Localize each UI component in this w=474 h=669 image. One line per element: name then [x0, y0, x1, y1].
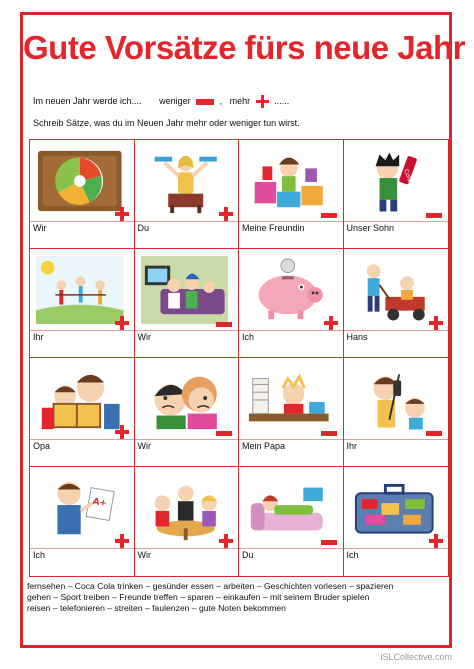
minus-icon	[321, 540, 337, 545]
cell-subject: Wir	[137, 550, 151, 560]
intro-line	[33, 95, 289, 108]
brothers-wagon-picture	[350, 255, 439, 325]
grid-cell	[344, 249, 449, 358]
svg-text:Cola: Cola	[401, 168, 412, 183]
cell-subject: Wir	[137, 332, 151, 342]
answer-line	[344, 221, 449, 222]
word-bank	[27, 581, 447, 614]
answer-line	[239, 548, 343, 549]
good-grades-picture	[36, 473, 124, 543]
plus-icon	[256, 95, 269, 108]
intro-separator: ,	[219, 95, 223, 106]
watermark: iSLCollective.com	[380, 652, 452, 662]
plus-icon	[115, 207, 129, 221]
intro-more-label: mehr	[229, 95, 251, 106]
family-watching-tv-picture	[141, 255, 229, 325]
minus-icon	[196, 99, 214, 105]
plus-icon	[219, 207, 233, 221]
intro-less-label: weniger	[159, 95, 191, 106]
cell-subject: Meine Freundin	[242, 223, 305, 233]
plus-icon	[115, 316, 129, 330]
cell-subject: Ihr	[33, 332, 44, 342]
minus-icon	[321, 431, 337, 436]
grid-cell	[344, 358, 449, 467]
cell-subject: Mein Papa	[242, 441, 286, 451]
instruction: Schreib Sätze, was du im Neuen Jahr mehr oder weniger tun wirst.	[33, 118, 300, 128]
answer-line	[135, 439, 239, 440]
cell-subject: Wir	[137, 441, 151, 451]
cell-subject: Hans	[346, 332, 368, 342]
answer-line	[30, 439, 134, 440]
cell-subject: Wir	[33, 223, 47, 233]
grid-cell	[135, 358, 240, 467]
answer-line	[30, 548, 134, 549]
answer-line	[30, 330, 134, 331]
minus-icon	[216, 322, 232, 327]
svg-text:A+: A+	[91, 496, 108, 510]
grid-cell	[344, 140, 449, 249]
intro-trail: ......	[274, 95, 290, 106]
answer-line	[239, 221, 343, 222]
picture-grid	[29, 139, 449, 577]
cell-subject: Opa	[33, 441, 51, 451]
answer-line	[135, 330, 239, 331]
grid-cell	[30, 358, 135, 467]
reading-stories-picture	[36, 364, 124, 434]
word-bank-line: gehen – Sport treiben – Freunde treffen – sparen – einkaufen – mit seinem Bruder spielen	[27, 592, 370, 602]
cell-subject: Ich	[242, 332, 255, 342]
grid-cell	[239, 467, 344, 576]
cell-subject: Ihr	[346, 441, 358, 451]
plus-icon	[115, 534, 129, 548]
shopping-gifts-picture	[245, 146, 333, 216]
worksheet	[20, 12, 466, 648]
worksheet-title: Gute Vorsätze fürs neue Jahr	[23, 29, 466, 66]
couple-arguing-picture	[141, 364, 229, 434]
grid-cell	[344, 467, 449, 576]
plus-icon	[429, 534, 443, 548]
dumbbell-workout-picture	[141, 146, 229, 216]
minus-icon	[321, 213, 337, 218]
healthy-food-plate-picture	[36, 146, 124, 216]
grid-cell	[30, 140, 135, 249]
telephoning-picture	[350, 364, 439, 434]
answer-line	[239, 330, 343, 331]
friends-meeting-picture	[141, 473, 229, 543]
intro-lead: Im neuen Jahr werde ich....	[33, 95, 142, 106]
grid-cell	[239, 140, 344, 249]
word-bank-line: reisen – telefonieren – streiten – faulenzen – gute Noten bekommen	[27, 603, 286, 613]
answer-line	[135, 221, 239, 222]
answer-line	[344, 330, 449, 331]
word-bank-line: fernsehen – Coca Cola trinken – gesünder essen – arbeiten – Geschichten vorlesen – spazieren	[27, 581, 394, 591]
cell-subject: Ich	[346, 550, 359, 560]
plus-icon	[429, 316, 443, 330]
grid-cell	[239, 249, 344, 358]
cell-subject: Ich	[33, 550, 46, 560]
piggy-bank-picture	[245, 255, 333, 325]
cola-drinking-picture	[350, 146, 439, 216]
cell-subject: Unser Sohn	[346, 223, 395, 233]
minus-icon	[426, 431, 442, 436]
grid-cell	[239, 358, 344, 467]
cell-subject: Du	[242, 550, 254, 560]
minus-icon	[216, 431, 232, 436]
work-stress-picture	[245, 364, 333, 434]
answer-line	[239, 439, 343, 440]
grid-cell	[30, 249, 135, 358]
plus-icon	[115, 425, 129, 439]
grid-cell	[30, 467, 135, 576]
travel-suitcase-picture	[350, 473, 439, 543]
answer-line	[344, 439, 449, 440]
answer-line	[30, 221, 134, 222]
kids-playing-outside-picture	[36, 255, 124, 325]
plus-icon	[219, 534, 233, 548]
answer-line	[344, 548, 449, 549]
minus-icon	[426, 213, 442, 218]
answer-line	[135, 548, 239, 549]
plus-icon	[324, 316, 338, 330]
cell-subject: Du	[137, 223, 150, 233]
grid-cell	[135, 140, 240, 249]
grid-cell	[135, 467, 240, 576]
lazing-around-picture	[245, 473, 333, 543]
grid-cell	[135, 249, 240, 358]
